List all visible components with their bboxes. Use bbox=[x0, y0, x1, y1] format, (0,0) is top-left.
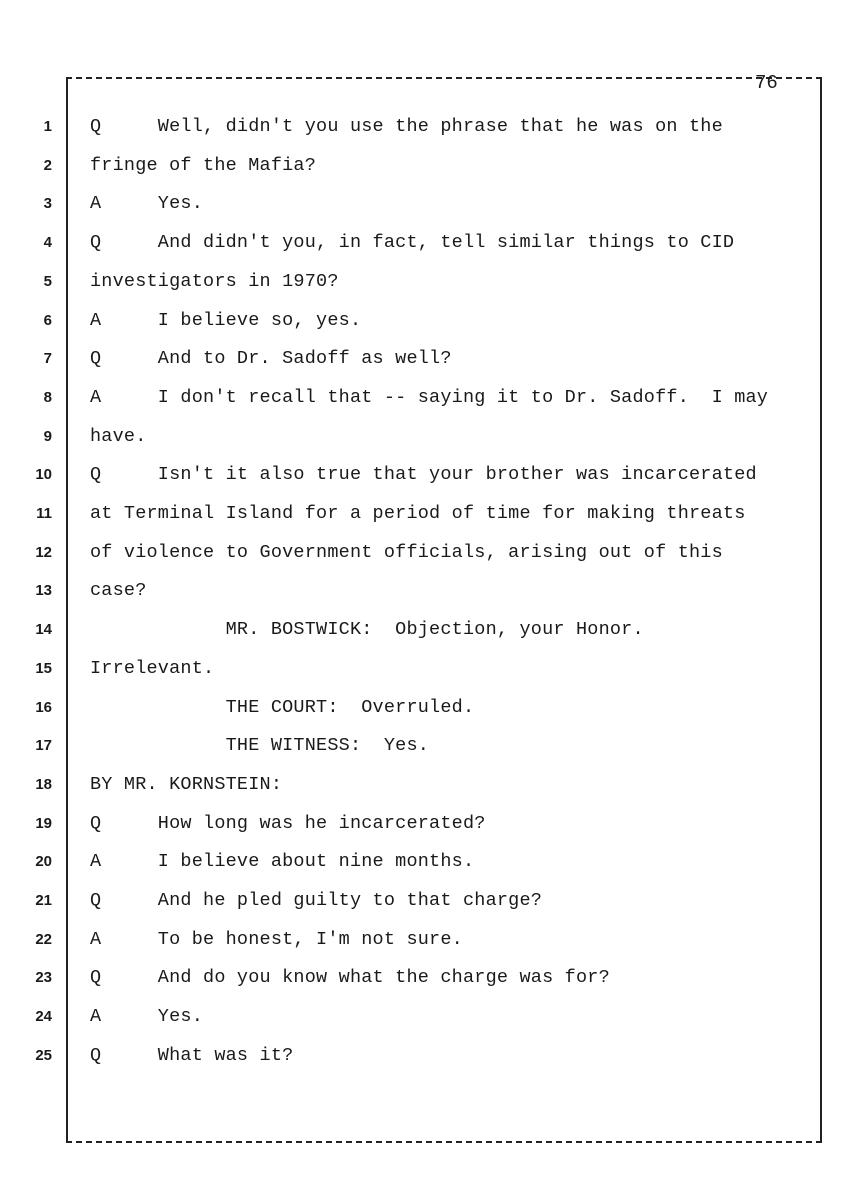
transcript-line: investigators in 1970? bbox=[90, 270, 339, 292]
line-number: 19 bbox=[35, 814, 52, 832]
transcript-line: Q Isn't it also true that your brother was incarcerated bbox=[90, 464, 757, 486]
transcript-line: Irrelevant. bbox=[90, 657, 215, 679]
transcript-line: Q And to Dr. Sadoff as well? bbox=[90, 348, 452, 370]
transcript-line: Q How long was he incarcerated? bbox=[90, 812, 486, 834]
line-number: 23 bbox=[35, 969, 52, 987]
transcript-line: Q And didn't you, in fact, tell similar things to CID bbox=[90, 232, 735, 254]
line-number: 11 bbox=[36, 505, 52, 522]
line-number: 21 bbox=[35, 892, 52, 909]
transcript-line: of violence to Government officials, arising out of this bbox=[90, 541, 723, 563]
line-number: 1 bbox=[43, 118, 52, 135]
line-number: 6 bbox=[43, 311, 52, 329]
line-number: 7 bbox=[43, 350, 52, 368]
line-number: 8 bbox=[43, 388, 52, 406]
line-number: 10 bbox=[35, 466, 52, 484]
line-number: 25 bbox=[35, 1046, 52, 1064]
transcript-line: BY MR. KORNSTEIN: bbox=[90, 773, 283, 795]
line-number: 2 bbox=[43, 156, 52, 174]
line-number: 17 bbox=[35, 737, 52, 755]
line-number: 20 bbox=[35, 853, 52, 871]
transcript-line: Q And he pled guilty to that charge? bbox=[90, 890, 543, 911]
transcript-line: A Yes. bbox=[90, 193, 204, 215]
line-number: 18 bbox=[35, 775, 52, 793]
line-number: 3 bbox=[43, 195, 52, 213]
transcript-line: MR. BOSTWICK: Objection, your Honor. bbox=[90, 619, 644, 641]
transcript-line: THE COURT: Overruled. bbox=[90, 696, 475, 718]
transcript-line: A To be honest, I'm not sure. bbox=[90, 928, 463, 950]
line-number: 9 bbox=[43, 427, 52, 445]
line-number: 15 bbox=[35, 659, 52, 677]
transcript-line: A Yes. bbox=[90, 1006, 204, 1028]
transcript-line: A I believe so, yes. bbox=[90, 309, 362, 331]
line-number: 4 bbox=[43, 234, 52, 252]
transcript-line: A I don't recall that -- saying it to Dr. Sadoff. I may bbox=[90, 386, 769, 408]
transcript-line: Q Well, didn't you use the phrase that he was on the bbox=[90, 116, 723, 137]
transcript-line: at Terminal Island for a period of time for making threats bbox=[90, 503, 746, 524]
line-number: 14 bbox=[35, 621, 52, 639]
line-number: 22 bbox=[35, 930, 52, 948]
line-number: 5 bbox=[43, 272, 52, 290]
transcript-line: Q What was it? bbox=[90, 1044, 294, 1066]
transcript-line: THE WITNESS: Yes. bbox=[90, 735, 430, 757]
transcript-line: case? bbox=[90, 580, 147, 602]
transcript-line: Q And do you know what the charge was for? bbox=[90, 967, 610, 989]
line-number: 12 bbox=[35, 543, 52, 561]
transcript-line: fringe of the Mafia? bbox=[90, 154, 317, 176]
transcript-line: have. bbox=[90, 425, 147, 447]
line-number: 24 bbox=[35, 1008, 52, 1026]
line-number: 13 bbox=[35, 582, 52, 600]
page-number: 76 bbox=[755, 72, 778, 94]
transcript-line: A I believe about nine months. bbox=[90, 851, 475, 873]
line-number: 16 bbox=[35, 698, 52, 716]
